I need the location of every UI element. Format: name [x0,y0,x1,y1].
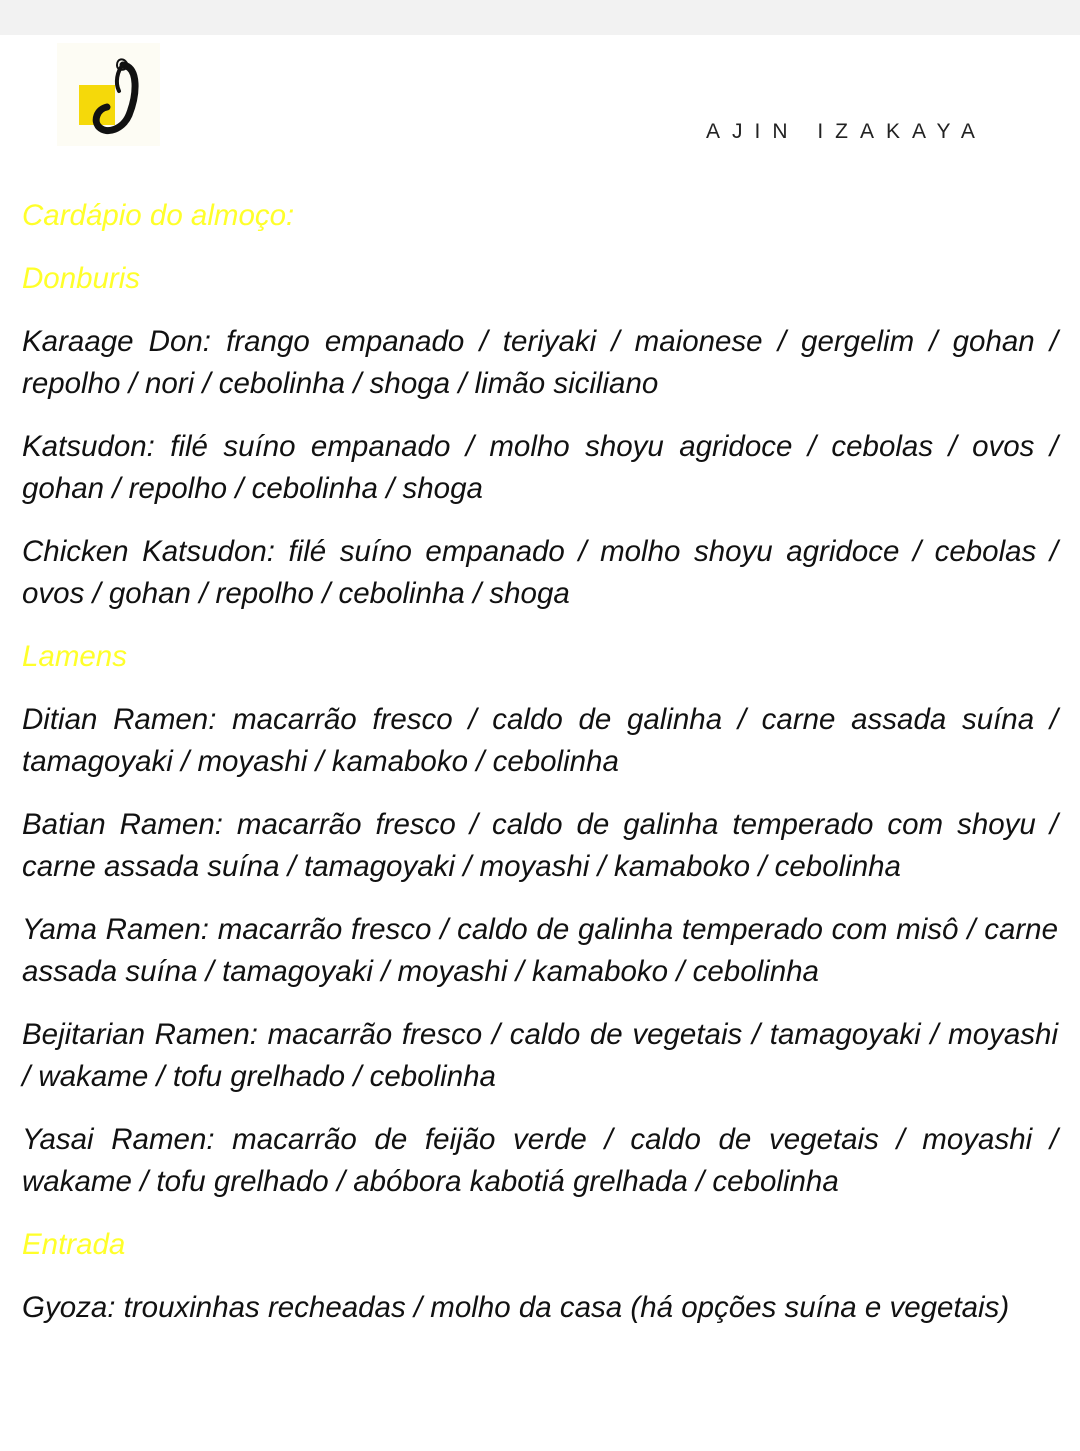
menu-item: Gyoza: trouxinhas recheadas / molho da casa (há opções suína e vegetais) [22,1291,1010,1324]
menu-item: Karaage Don: frango empanado / teriyaki / maionese / gergelim / gohan / repolho / nori / cebolinha / shoga / limão siciliano [22,325,1058,400]
menu-item: Yasai Ramen: macarrão de feijão verde / caldo de vegetais / moyashi / wakame / tofu grelhado / abóbora kabotiá grelhada / cebolinha [22,1123,1058,1198]
menu-item: Bejitarian Ramen: macarrão fresco / caldo de vegetais / tamagoyaki / moyashi / wakame / tofu grelhado / cebolinha [22,1018,1058,1093]
ajin-logo-icon [57,43,160,146]
menu-item: Katsudon: filé suíno empanado / molho shoyu agridoce / cebolas / ovos / gohan / repolho / cebolinha / shoga [22,430,1058,505]
menu-item: Chicken Katsudon: filé suíno empanado / molho shoyu agridoce / cebolas / ovos / gohan / repolho / cebolinha / shoga [22,535,1058,610]
section-heading-donburis: Donburis [22,262,141,295]
menu-content [22,195,1058,1350]
top-bar [0,0,1080,35]
menu-title: Cardápio do almoço: [22,199,295,232]
section-heading-entrada: Entrada [22,1228,126,1261]
menu-item: Ditian Ramen: macarrão fresco / caldo de galinha / carne assada suína / tamagoyaki / moyashi / kamaboko / cebolinha [22,703,1058,778]
section-heading-lamens: Lamens [22,640,127,673]
brand-name: AJIN IZAKAYA [706,120,987,143]
menu-item: Yama Ramen: macarrão fresco / caldo de galinha temperado com misô / carne assada suína / tamagoyaki / moyashi / kamaboko / cebolinha [22,913,1058,988]
menu-item: Batian Ramen: macarrão fresco / caldo de galinha temperado com shoyu / carne assada suína / tamagoyaki / moyashi / kamaboko / cebolinha [22,808,1058,883]
